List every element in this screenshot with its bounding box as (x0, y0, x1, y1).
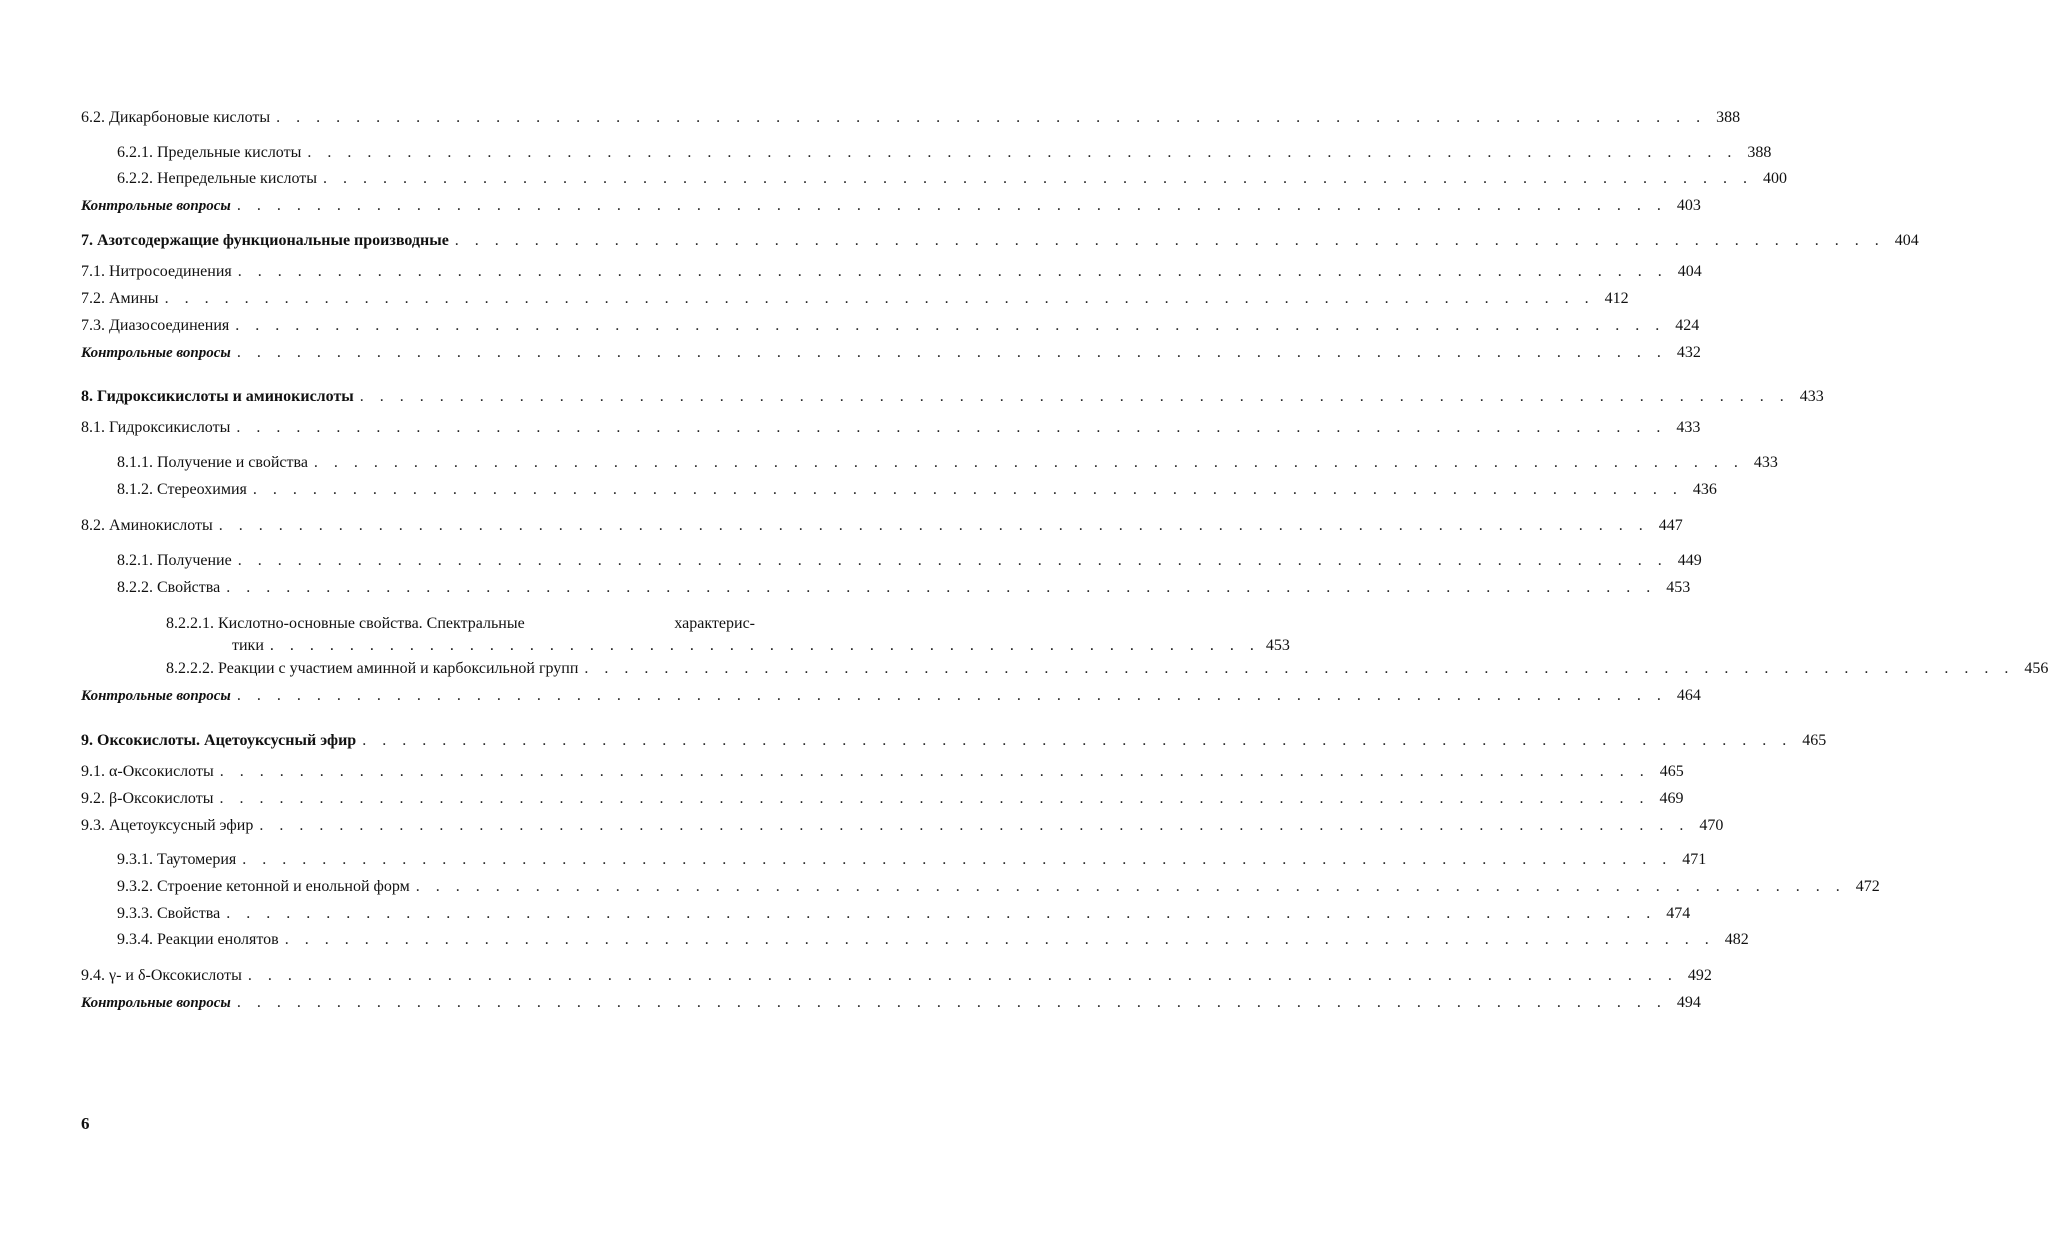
toc-entry-page: 464 (1676, 687, 1701, 704)
toc-entry-title: 8.2.2.2. Реакции с участием аминной и карбоксильной групп (166, 660, 579, 677)
leader-dots (314, 452, 1744, 474)
leader-dots (219, 515, 1649, 537)
toc-entry-title: 8.1.1. Получение и свойства (117, 454, 308, 471)
toc-entry-page: 470 (1699, 817, 1724, 834)
toc-entry-page: 482 (1724, 931, 1749, 948)
toc-entry-9-3 (81, 815, 1724, 837)
leader-dots (237, 685, 1667, 707)
leader-dots (362, 730, 1792, 752)
toc-entry-page: 433 (1676, 419, 1701, 436)
toc-entry-page: 453 (1666, 579, 1691, 596)
toc-entry-page: 471 (1682, 851, 1707, 868)
toc-entry-title: 7.1. Нитросоединения (81, 263, 232, 280)
toc-entry-title: 9.1. α-Оксокислоты (81, 763, 214, 780)
toc-entry-title-line1 (166, 613, 755, 635)
toc-entry-8-2-2-2 (166, 658, 2048, 680)
toc-entry-7-3 (81, 315, 1700, 337)
toc-entry-title: 6.2.2. Непредельные кислоты (117, 170, 317, 187)
toc-entry-title: 9.4. γ- и δ-Оксокислоты (81, 967, 242, 984)
toc-entry-page: 474 (1666, 905, 1691, 922)
leader-dots (270, 635, 1260, 657)
leader-dots (285, 929, 1715, 951)
toc-entry-7-2 (81, 288, 1629, 310)
toc-entry-title: 8. Гидроксикислоты и аминокислоты (81, 388, 354, 405)
toc-entry-8-1-2 (117, 479, 1717, 501)
toc-entry-title: 9.3.3. Свойства (117, 905, 221, 922)
toc-entry-9-3-1 (117, 849, 1707, 871)
toc-entry-title-line2 (166, 635, 1290, 657)
toc-entry-title: 9. Оксокислоты. Ацетоуксусный эфир (81, 732, 357, 749)
toc-entry-title: 7. Азотсодержащие функциональные производные (81, 232, 449, 249)
toc-entry-page: 436 (1692, 481, 1717, 498)
leader-dots (242, 849, 1672, 871)
toc-entry-8-2-1 (117, 550, 1702, 572)
toc-entry-questions-8 (81, 685, 1701, 707)
leader-dots (165, 288, 1595, 310)
toc-entry-title: Контрольные вопросы (81, 995, 231, 1011)
leader-dots (323, 168, 1753, 190)
toc-entry-9-3-4 (117, 929, 1749, 951)
leader-dots (238, 550, 1668, 572)
toc-entry-9-3-3 (117, 903, 1691, 925)
leader-dots (226, 903, 1656, 925)
leader-dots (238, 261, 1668, 283)
leader-dots (219, 788, 1649, 810)
toc-entry-questions-7 (81, 342, 1701, 364)
toc-entry-page: 456 (2024, 660, 2048, 677)
toc-entry-title: 8.2.2. Свойства (117, 579, 221, 596)
leader-dots (259, 815, 1689, 837)
leader-dots (455, 230, 1885, 252)
toc-entry-page: 465 (1659, 763, 1684, 780)
toc-entry-8-1-1 (117, 452, 1778, 474)
toc-entry-title: Контрольные вопросы (81, 198, 231, 214)
toc-entry-chapter-7 (81, 230, 1919, 252)
toc-entry-page: 469 (1659, 790, 1684, 807)
toc-entry-title: 8.2. Аминокислоты (81, 517, 213, 534)
toc-entry-page: 433 (1799, 388, 1824, 405)
toc-entry-page: 404 (1894, 232, 1919, 249)
leader-dots (237, 195, 1667, 217)
toc-entry-9-2 (81, 788, 1684, 810)
toc-entry-9-1 (81, 761, 1684, 783)
toc-entry-title: 8.1. Гидроксикислоты (81, 419, 231, 436)
toc-entry-title: 8.2.1. Получение (117, 552, 232, 569)
toc-entry-page: 492 (1687, 967, 1712, 984)
leader-dots (226, 577, 1656, 599)
leader-dots (248, 965, 1678, 987)
toc-entry-page: 465 (1802, 732, 1827, 749)
page-number: 6 (81, 1114, 90, 1133)
leader-dots (237, 342, 1667, 364)
toc-entry-8-2-2 (117, 577, 1691, 599)
toc-entry-9-3-2 (117, 876, 1880, 898)
toc-entry-6-2 (81, 107, 1741, 129)
toc-entry-title: 6.2.1. Предельные кислоты (117, 144, 302, 161)
toc-entry-title: 9.2. β-Оксокислоты (81, 790, 214, 807)
toc-entry-chapter-8 (81, 386, 1824, 408)
toc-entry-page: 412 (1604, 290, 1629, 307)
toc-entry-title: 9.3. Ацетоуксусный эфир (81, 817, 254, 834)
toc-entry-page: 404 (1677, 263, 1702, 280)
toc-entry-page: 424 (1675, 317, 1700, 334)
toc-entry-page: 388 (1747, 144, 1772, 161)
toc-entry-6-2-2 (117, 168, 1787, 190)
toc-entry-chapter-9 (81, 730, 1827, 752)
toc-entry-title: 6.2. Дикарбоновые кислоты (81, 109, 271, 126)
toc-entry-7-1 (81, 261, 1702, 283)
toc-entry-page: 403 (1676, 197, 1701, 214)
toc-entry-8-2-2-1 (166, 613, 1290, 657)
toc-entry-title: 7.2. Амины (81, 290, 159, 307)
leader-dots (237, 992, 1667, 1014)
toc-entry-title: 7.3. Диазосоединения (81, 317, 230, 334)
toc-entry-page: 432 (1676, 344, 1701, 361)
toc-entry-questions-6 (81, 195, 1701, 217)
toc-entry-questions-9 (81, 992, 1701, 1014)
toc-entry-page: 494 (1676, 994, 1701, 1011)
toc-entry-title: Контрольные вопросы (81, 345, 231, 361)
toc-entry-8-1 (81, 417, 1701, 439)
leader-dots (360, 386, 1790, 408)
leader-dots (584, 658, 2014, 680)
toc-entry-title: 9.3.1. Таутомерия (117, 851, 237, 868)
toc-entry-title: Контрольные вопросы (81, 688, 231, 704)
leader-dots (276, 107, 1706, 129)
leader-dots (253, 479, 1683, 501)
leader-dots (235, 315, 1665, 337)
toc-entry-page: 472 (1855, 878, 1880, 895)
toc-entry-9-4 (81, 965, 1712, 987)
leader-dots (307, 142, 1737, 164)
toc-entry-page: 433 (1753, 454, 1778, 471)
toc-entry-title: 9.3.2. Строение кетонной и енольной форм (117, 878, 410, 895)
toc-entry-title-wrap: тики (232, 637, 264, 654)
toc-entry-6-2-1 (117, 142, 1772, 164)
leader-dots (236, 417, 1666, 439)
leader-dots (220, 761, 1650, 783)
toc-entry-page: 453 (1265, 637, 1290, 654)
toc-entry-page: 449 (1677, 552, 1702, 569)
toc-entry-title: 8.2.2.1. Кислотно-основные свойства. Спектральные (166, 615, 525, 632)
toc-entry-page: 447 (1658, 517, 1683, 534)
toc-entry-page: 400 (1763, 170, 1787, 187)
toc-entry-title: 9.3.4. Реакции енолятов (117, 931, 279, 948)
toc-entry-page: 388 (1716, 109, 1741, 126)
toc-entry-title-continued: характерис- (674, 615, 755, 632)
leader-dots (416, 876, 1846, 898)
toc-entry-title: 8.1.2. Стереохимия (117, 481, 247, 498)
toc-entry-8-2 (81, 515, 1683, 537)
